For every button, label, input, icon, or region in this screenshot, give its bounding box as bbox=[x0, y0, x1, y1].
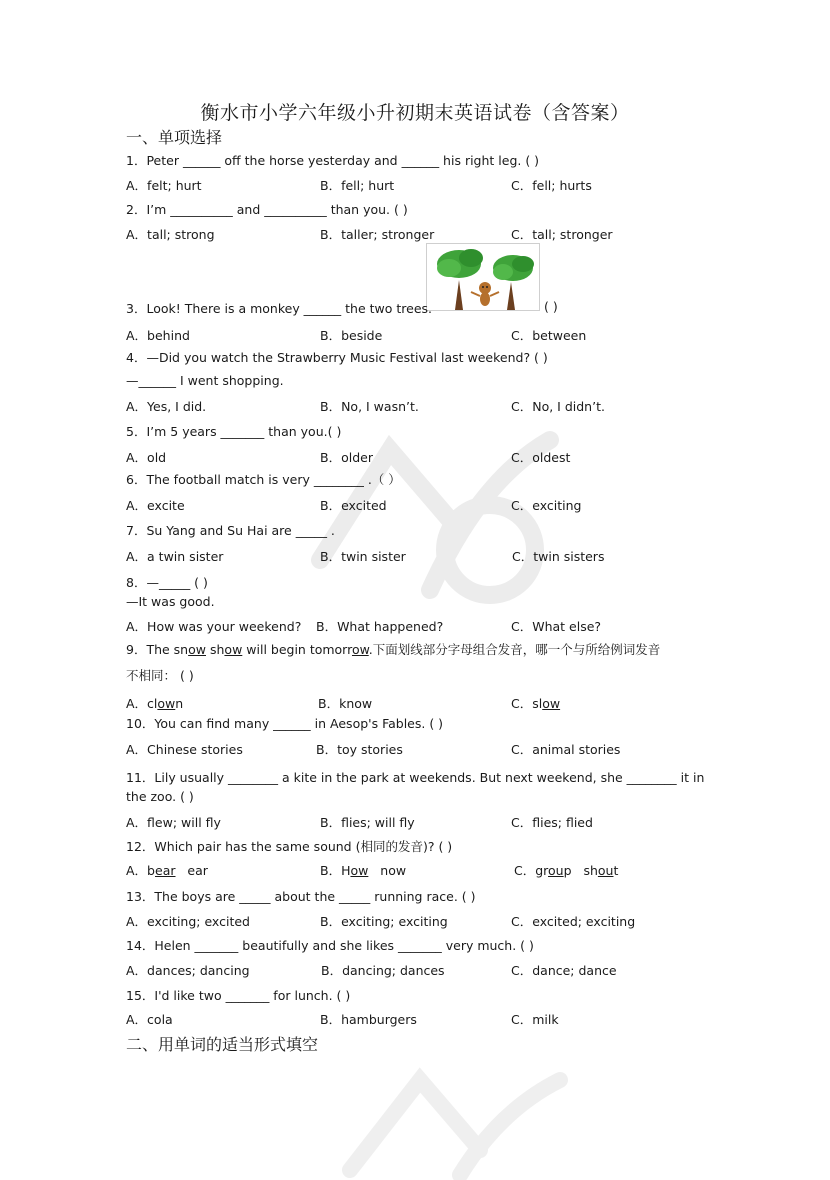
option-c[interactable]: C．milk bbox=[511, 1012, 559, 1027]
question-10: 10．You can find many ______ in Aesop's Fables. ( ) bbox=[126, 716, 444, 731]
question-4-dialog: —______ I went shopping. bbox=[126, 373, 284, 388]
question-8: 8．—_____ ( ) bbox=[126, 575, 208, 590]
option-b[interactable]: B．How now bbox=[320, 863, 407, 878]
option-b[interactable]: B．hamburgers bbox=[320, 1012, 417, 1027]
page-title: 衡水市小学六年级小升初期末英语试卷（含答案） bbox=[200, 102, 630, 124]
question-15: 15．I'd like two _______ for lunch. ( ) bbox=[126, 988, 351, 1003]
option-b[interactable]: B．flies; will fly bbox=[320, 815, 415, 830]
question-8-dialog: —It was good. bbox=[126, 594, 215, 609]
watermark-logo-bottom bbox=[330, 1050, 570, 1180]
option-c[interactable]: C．excited; exciting bbox=[511, 914, 636, 929]
question-11: 11．Lily usually ________ a kite in the park at weekends. But next weekend, she ________ it in bbox=[126, 770, 705, 785]
option-c[interactable]: C．fell; hurts bbox=[511, 178, 592, 193]
question-1: 1．Peter ______ off the horse yesterday and ______ his right leg. ( ) bbox=[126, 153, 540, 168]
question-15-options bbox=[126, 1010, 726, 1028]
option-a[interactable]: A．tall; strong bbox=[126, 227, 215, 242]
option-b[interactable]: B．know bbox=[318, 696, 373, 711]
option-b[interactable]: B．exciting; exciting bbox=[320, 914, 448, 929]
question-7-options bbox=[126, 547, 726, 565]
option-c[interactable]: C．animal stories bbox=[511, 742, 621, 757]
option-b[interactable]: B．No, I wasn’t. bbox=[320, 399, 419, 414]
question-2: 2．I’m __________ and __________ than you. ( ) bbox=[126, 202, 408, 217]
underlined-letters: ow bbox=[224, 642, 243, 657]
underlined-letters: ow bbox=[188, 642, 206, 657]
option-b[interactable]: B．taller; stronger bbox=[320, 227, 435, 242]
option-a[interactable]: A．excite bbox=[126, 498, 185, 513]
option-a[interactable]: A．felt; hurt bbox=[126, 178, 202, 193]
question-8-options bbox=[126, 617, 726, 635]
option-a[interactable]: A．Chinese stories bbox=[126, 742, 243, 757]
option-c[interactable]: C．oldest bbox=[511, 450, 571, 465]
option-a[interactable]: A．clown bbox=[126, 696, 184, 711]
question-7: 7．Su Yang and Su Hai are _____ . bbox=[126, 523, 335, 538]
question-9-options bbox=[126, 694, 726, 712]
question-5-options bbox=[126, 448, 726, 466]
option-c[interactable]: C．exciting bbox=[511, 498, 582, 513]
question-3-options bbox=[126, 326, 726, 344]
option-c[interactable]: C．What else? bbox=[511, 619, 602, 634]
option-b[interactable]: B．dancing; dances bbox=[321, 963, 445, 978]
question-11-options bbox=[126, 813, 726, 831]
option-a[interactable]: A．a twin sister bbox=[126, 549, 224, 564]
option-c[interactable]: C．tall; stronger bbox=[511, 227, 613, 242]
question-9-continued: 不相同： ( ) bbox=[126, 668, 194, 683]
option-b[interactable]: B．toy stories bbox=[316, 742, 403, 757]
question-14-options bbox=[126, 961, 726, 979]
section-heading-1: 一、单项选择 bbox=[126, 128, 223, 147]
option-a[interactable]: A．exciting; excited bbox=[126, 914, 250, 929]
option-a[interactable]: A．old bbox=[126, 450, 167, 465]
underlined-letters: ow bbox=[351, 642, 369, 657]
monkey-between-trees-image bbox=[426, 243, 540, 311]
question-10-options bbox=[126, 740, 726, 758]
question-2-options bbox=[126, 225, 726, 243]
option-a[interactable]: A．behind bbox=[126, 328, 190, 343]
question-4-options bbox=[126, 397, 726, 415]
option-b[interactable]: B．fell; hurt bbox=[320, 178, 395, 193]
option-b[interactable]: B．excited bbox=[320, 498, 387, 513]
question-13-options bbox=[126, 912, 726, 930]
option-b[interactable]: B．older bbox=[320, 450, 373, 465]
option-a[interactable]: A．Yes, I did. bbox=[126, 399, 207, 414]
option-a[interactable]: A．dances; dancing bbox=[126, 963, 250, 978]
section-heading-2: 二、用单词的适当形式填空 bbox=[126, 1035, 319, 1054]
question-11-continued: the zoo. ( ) bbox=[126, 789, 194, 804]
option-c[interactable]: C．between bbox=[511, 328, 587, 343]
option-c[interactable]: C．dance; dance bbox=[511, 963, 617, 978]
option-b[interactable]: B．What happened? bbox=[316, 619, 444, 634]
question-3-answer-bracket: ( ) bbox=[544, 299, 558, 314]
question-4: 4．—Did you watch the Strawberry Music Festival last weekend? ( ) bbox=[126, 350, 548, 365]
question-12: 12．Which pair has the same sound (相同的发音)? ( ) bbox=[126, 839, 453, 854]
option-c[interactable]: C．twin sisters bbox=[512, 549, 605, 564]
question-5: 5．I’m 5 years _______ than you.( ) bbox=[126, 424, 342, 439]
option-a[interactable]: A．How was your weekend? bbox=[126, 619, 302, 634]
question-9: 9．The snow show will begin tomorrow.下面划线部分字母组合发音，哪一个与所给例词发音 bbox=[126, 642, 661, 657]
option-c[interactable]: C．slow bbox=[511, 696, 561, 711]
question-1-options bbox=[126, 176, 726, 194]
question-12-options bbox=[126, 861, 726, 879]
option-c[interactable]: C．group shout bbox=[514, 863, 619, 878]
option-c[interactable]: C．flies; flied bbox=[511, 815, 593, 830]
option-a[interactable]: A．cola bbox=[126, 1012, 173, 1027]
option-a[interactable]: A．bear ear bbox=[126, 863, 208, 878]
option-a[interactable]: A．flew; will fly bbox=[126, 815, 221, 830]
option-b[interactable]: B．beside bbox=[320, 328, 383, 343]
question-14: 14．Helen _______ beautifully and she likes _______ very much. ( ) bbox=[126, 938, 534, 953]
question-6-options bbox=[126, 496, 726, 514]
question-13: 13．The boys are _____ about the _____ running race. ( ) bbox=[126, 889, 476, 904]
option-c[interactable]: C．No, I didn’t. bbox=[511, 399, 605, 414]
question-6: 6．The football match is very ________ .（ ） bbox=[126, 472, 401, 487]
option-b[interactable]: B．twin sister bbox=[320, 549, 406, 564]
question-3: 3．Look! There is a monkey ______ the two trees. bbox=[126, 301, 433, 316]
